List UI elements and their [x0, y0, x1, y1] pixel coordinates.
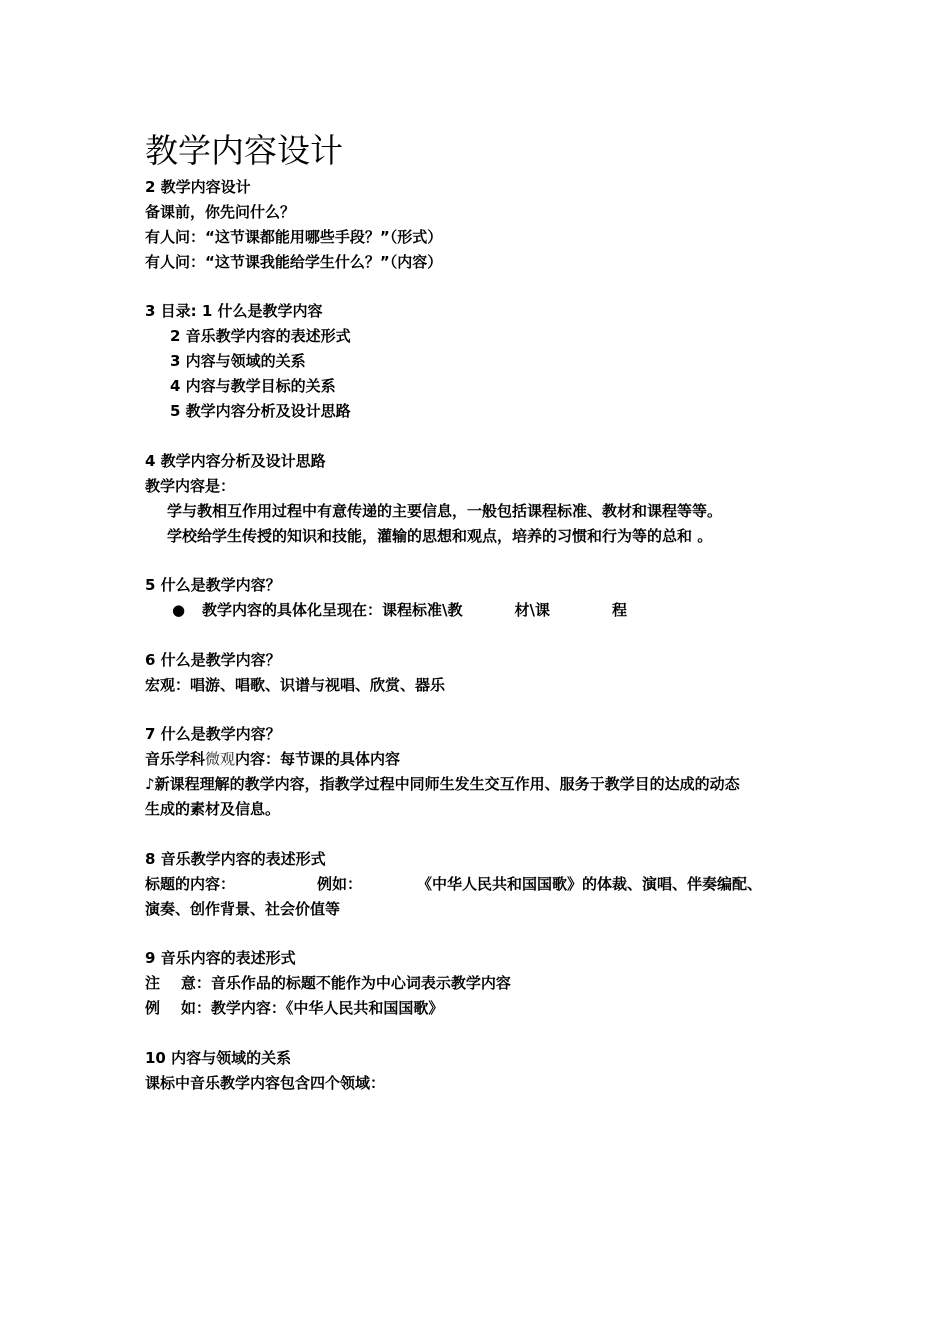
section-2-line-1: 备课前，你先问什么？	[145, 203, 296, 221]
section-9-note: 注 意：音乐作品的标题不能作为中心词表示教学内容	[145, 974, 511, 992]
section-3-heading: 3 目录: 1 什么是教学内容	[145, 302, 323, 320]
toc-item-4: 4 内容与教学目标的关系	[170, 377, 336, 395]
section-8-heading: 8 音乐教学内容的表述形式	[145, 850, 326, 868]
section-8-line-2: 演奏、创作背景、社会价值等	[145, 900, 341, 918]
section-5-heading: 5 什么是教学内容？	[145, 576, 281, 594]
section-4-label: 教学内容是：	[145, 477, 236, 495]
toc-item-5: 5 教学内容分析及设计思路	[170, 402, 351, 420]
section-10-text: 课标中音乐教学内容包含四个领域：	[145, 1074, 386, 1092]
section-7-line-1-part-3: 内容：每节课的具体内容	[235, 750, 401, 768]
bullet-text-part-2: 材\课	[514, 601, 550, 619]
section-2-line-2: 有人问：“这节课都能用哪些手段？”（形式）	[145, 228, 443, 246]
toc-item-3: 3 内容与领域的关系	[170, 352, 306, 370]
section-7-line-1-part-1: 音乐学科	[145, 750, 206, 768]
section-10-heading: 10 内容与领域的关系	[145, 1049, 292, 1067]
document-title: 教学内容设计	[145, 131, 343, 170]
bullet-text-part-1: 教学内容的具体化呈现在：课程标准\教	[202, 601, 463, 619]
section-2-line-3: 有人问：“这节课我能给学生什么？”（内容）	[145, 253, 443, 271]
section-6-heading: 6 什么是教学内容？	[145, 651, 281, 669]
section-8-line-1-part-3: 《中华人民共和国国歌》的体裁、演唱、伴奏编配、	[417, 875, 763, 893]
section-6-text: 宏观：唱游、唱歌、识谱与视唱、欣赏、器乐	[145, 676, 446, 694]
section-8-line-1-part-2: 例如：	[317, 875, 363, 893]
section-4-paragraph-1: 学与教相互作用过程中有意传递的主要信息，一般包括课程标准、教材和课程等等。	[167, 502, 723, 520]
section-7-heading: 7 什么是教学内容？	[145, 725, 281, 743]
section-9-example: 例 如：教学内容：《中华人民共和国国歌》	[145, 999, 444, 1017]
section-7-line-2: ♪新课程理解的教学内容，指教学过程中同师生发生交互作用、服务于教学目的达成的动态	[145, 775, 740, 793]
section-7-line-3: 生成的素材及信息。	[145, 800, 281, 818]
section-7-line-1-part-2: 微观	[205, 750, 236, 768]
section-8-line-1	[145, 872, 762, 897]
section-5-bullet-line	[0, 598, 950, 623]
section-4-heading: 4 教学内容分析及设计思路	[145, 452, 326, 470]
section-9-heading: 9 音乐内容的表述形式	[145, 949, 296, 967]
toc-item-2: 2 音乐教学内容的表述形式	[170, 327, 351, 345]
section-8-line-1-part-1: 标题的内容：	[145, 875, 236, 893]
section-2-heading: 2 教学内容设计	[145, 178, 251, 196]
section-7-line-1	[145, 747, 400, 772]
section-5-bullet-text	[202, 598, 627, 623]
section-4-paragraph-2: 学校给学生传授的知识和技能，灌输的思想和观点，培养的习惯和行为等的总和 。	[167, 527, 713, 545]
bullet-text-part-3: 程	[611, 601, 627, 619]
bullet-icon: ●	[172, 601, 186, 619]
